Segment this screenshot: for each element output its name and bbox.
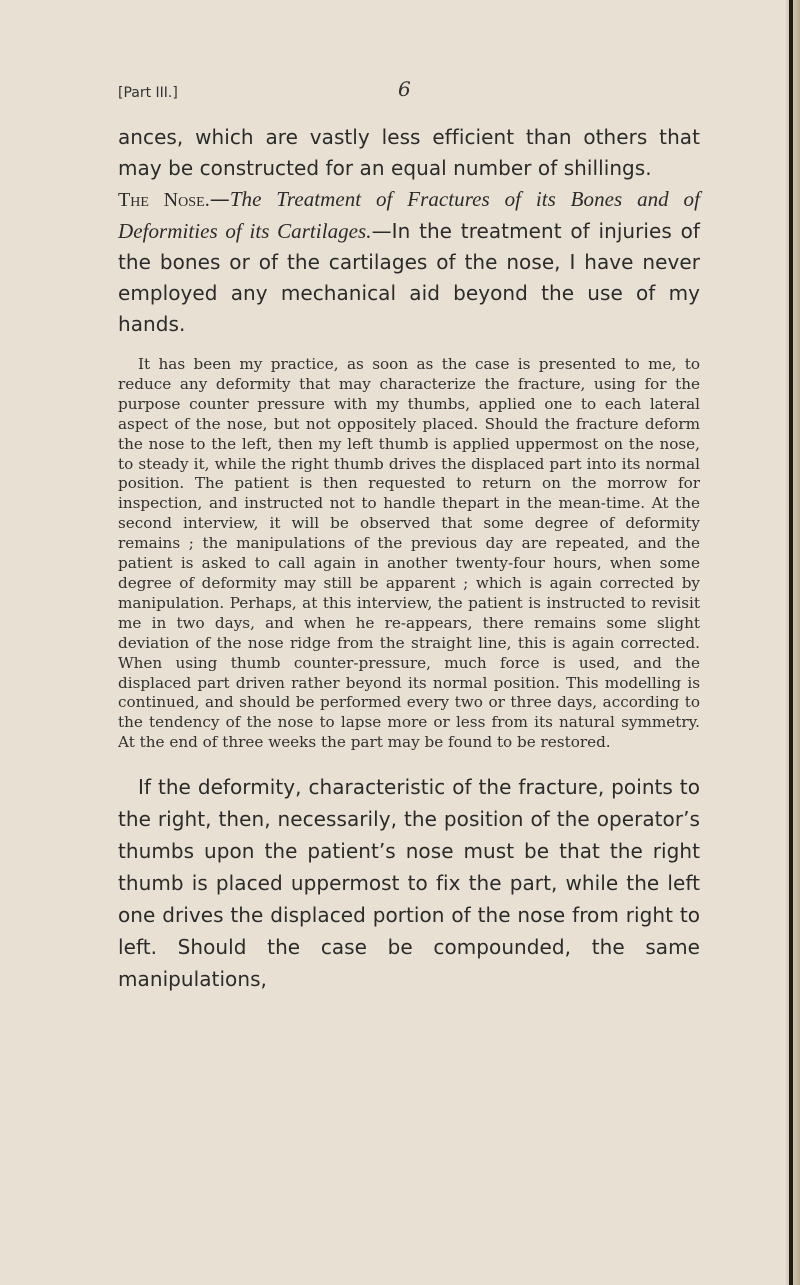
opening-paragraph: ances, which are vastly less efficient than others that may be constructed for an equal number of shillings. xyxy=(118,125,700,180)
small-print-paragraph: It has been my practice, as soon as the case is presented to me, to reduce any deformity that may characterize the fracture, using for the purpose counter pressure with my thumbs, applied one to each lateral aspect of the nose, but not oppositely placed. Should the fracture deform the nose to the left, then my left thumb is applied uppermost on the nose, to steady it, while the right thumb drives the displaced part into its normal position. The patient is then requested to return on the morrow for inspection, and instructed not to handle thepart in the mean-time. At the second interview, it will be observed that some degree of deformity remains ; the manipulations of the previous day are repeated, and the patient is asked to call again in another twenty-four hours, when some degree of deformity may still be apparent ; which is again corrected by manipulation. Perhaps, at this interview, the patient is instructed to revisit me in two days, and when he re-appears, there remains some slight deviation of the nose ridge from the straight line, this is again corrected. When using thumb counter-pressure, much force is used, and the displaced part driven rather beyond its normal position. This modelling is continued, and should be performed every two or three days, according to the tendency of the nose to lapse more or less from its natural symmetry. At the end of three weeks the part may be found to be restored. xyxy=(118,355,700,752)
section-dash: — xyxy=(209,187,230,211)
closing-paragraph: If the deformity, characteristic of the fracture, points to the right, then, necessarily, the position of the operator’s thumbs upon the patient’s nose must be that the right thumb is placed uppermost to fix the part, while the left one drives the displaced portion of the nose from right to left. Should the case be compounded, the same manipulations, xyxy=(118,775,700,992)
section-heading: The Nose. xyxy=(118,189,210,211)
section-body: —In the treatment of injuries of the bones or of the cartilages of the nose, I have never employed any mechanical aid beyond the use of my hands. xyxy=(118,219,700,336)
nose-section-paragraph xyxy=(118,184,700,340)
binding-edge xyxy=(789,0,793,1285)
page-number: 6 xyxy=(398,77,411,101)
page-content xyxy=(118,122,700,995)
page-header xyxy=(118,75,678,105)
part-label: [Part III.] xyxy=(118,85,178,101)
section-title: The Treatment of Fractures of its Bones and of Deformities of its Cartilages. xyxy=(118,187,700,243)
